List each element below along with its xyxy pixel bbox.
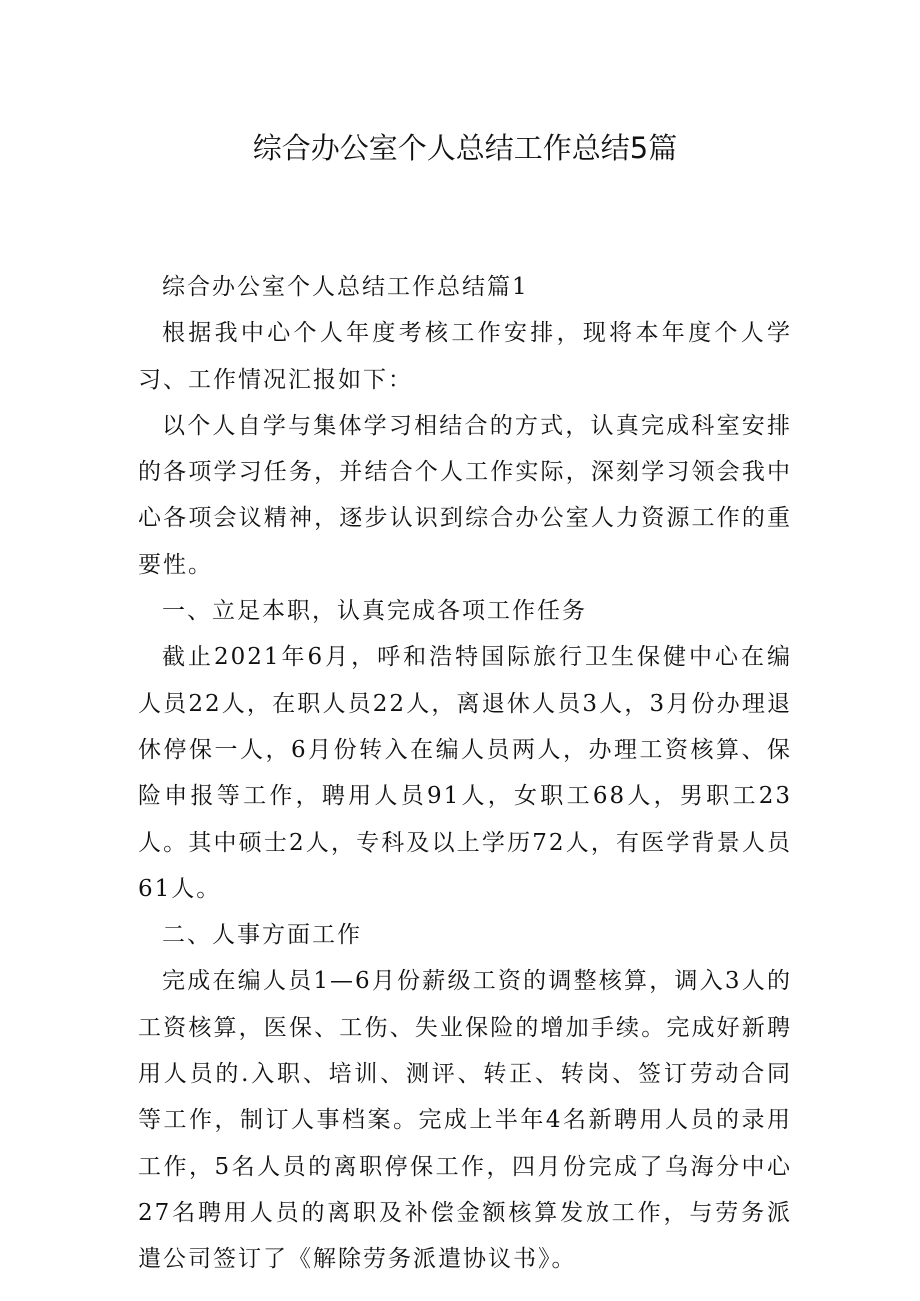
section-heading-1: 一、立足本职，认真完成各项工作任务 <box>162 598 587 625</box>
staff-stats-paragraph: 截止2021年6月，呼和浩特国际旅行卫生保健中心在编人员22人，在职人员22人，离退休人员3人，3月份办理退休停保一人，6月份转入在编人员两人，办理工资核算、保险申报等工作，聘用人员91人，女职工68人，男职工23人。其中硕士2人，专科及以上学历72人，有医学背景人员61人。 <box>138 644 792 902</box>
intro-paragraph: 根据我中心个人年度考核工作安排，现将本年度个人学习、工作情况汇报如下： <box>138 320 792 393</box>
section-heading-part1: 综合办公室个人总结工作总结篇1 <box>162 274 529 300</box>
study-paragraph: 以个人自学与集体学习相结合的方式，认真完成科室安排的各项学习任务，并结合个人工作实际，深刻学习领会我中心各项会议精神，逐步认识到综合办公室人力资源工作的重要性。 <box>138 412 792 578</box>
section-heading-2: 二、人事方面工作 <box>162 922 362 949</box>
hr-work-paragraph: 完成在编人员1—6月份薪级工资的调整核算，调入3人的工资核算，医保、工伤、失业保险的增加手续。完成好新聘用人员的.入职、培训、测评、转正、转岗、签订劳动合同等工作，制订人事档案。完成上半年4名新聘用人员的录用工作，5名人员的离职停保工作，四月份完成了乌海分中心27名聘用人员的离职及补偿金额核算发放工作，与劳务派遣公司签订了《解除劳务派遣协议书》。 <box>138 968 792 1273</box>
document-body <box>138 264 792 1283</box>
document-title: 综合办公室个人总结工作总结5篇 <box>252 131 678 165</box>
